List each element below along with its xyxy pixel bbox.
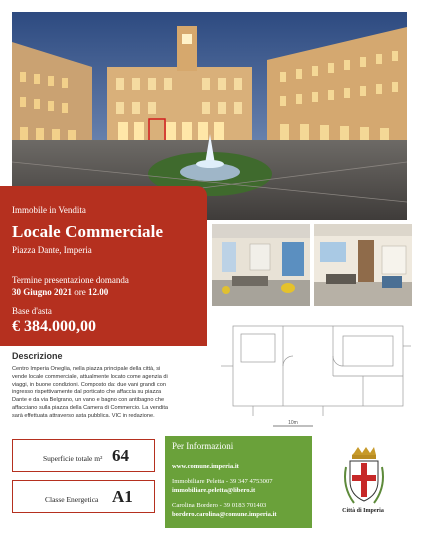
city-caption: Città di Imperia [342, 508, 384, 514]
contacts-title: Per Informazioni [172, 441, 234, 451]
contacts-panel [165, 436, 312, 528]
base-price-label: Base d'asta [12, 306, 52, 316]
agent1-phone: Immobiliare Peletta - 39 347 4753007 [172, 478, 273, 485]
website-link[interactable]: www.comune.imperia.it [172, 463, 239, 470]
deadline [12, 287, 108, 297]
description-line: sarà effettuata attraverso asta pubblica. VIC in redazione. [12, 412, 155, 419]
deadline-time-prefix: ore [74, 287, 86, 297]
listing-panel [0, 186, 207, 346]
agent2-email[interactable]: bordero.carolina@comune.imperia.it [172, 511, 277, 518]
description-title: Descrizione [12, 351, 63, 361]
listing-tag: Immobile in Vendita [12, 205, 86, 215]
listing-address: Piazza Dante, Imperia [12, 245, 92, 255]
description-line: affacciano sulla piazza della Camera di Commercio. La vendita [12, 404, 168, 411]
surface-value: 64 [112, 446, 129, 465]
agent2-phone: Carolina Bordero - 39 0183 701403 [172, 502, 267, 509]
surface-box [12, 439, 155, 472]
plan-scale-label: 10m [288, 420, 298, 426]
deadline-date: 30 Giugno 2021 [12, 287, 73, 297]
surface-label: Superficie totale m² [43, 454, 103, 463]
description-line: Dante e da via Belgrano, un vano e bagno con antibagno che [12, 397, 165, 404]
energy-label: Classe Energetica [45, 495, 99, 504]
description-line: ingresso rispettivamente dal porticato che affaccia su piazza [12, 389, 162, 396]
deadline-label: Termine presentazione domanda [12, 275, 129, 285]
listing-title: Locale Commerciale [12, 222, 164, 241]
description-line: Centro Imperia Oneglia, nella piazza principale della città, si [12, 366, 161, 372]
agent1-email[interactable]: immobiliare.peletta@libero.it [172, 487, 256, 494]
interior-photo-1 [212, 224, 310, 306]
description-text [12, 366, 210, 421]
deadline-time: 12.00 [88, 287, 109, 297]
city-crest-icon [340, 447, 388, 517]
description-line: viaggi, in buone condizioni. Composto da: due vani grandi con [12, 381, 166, 388]
description-line: vende locale commerciale, attualmente locato come agenzia di [12, 373, 168, 380]
base-price: € 384.000,00 [12, 318, 96, 335]
floor-plan [213, 316, 413, 434]
energy-value: A1 [112, 487, 133, 506]
interior-photo-2 [314, 224, 412, 306]
energy-box [12, 480, 155, 513]
